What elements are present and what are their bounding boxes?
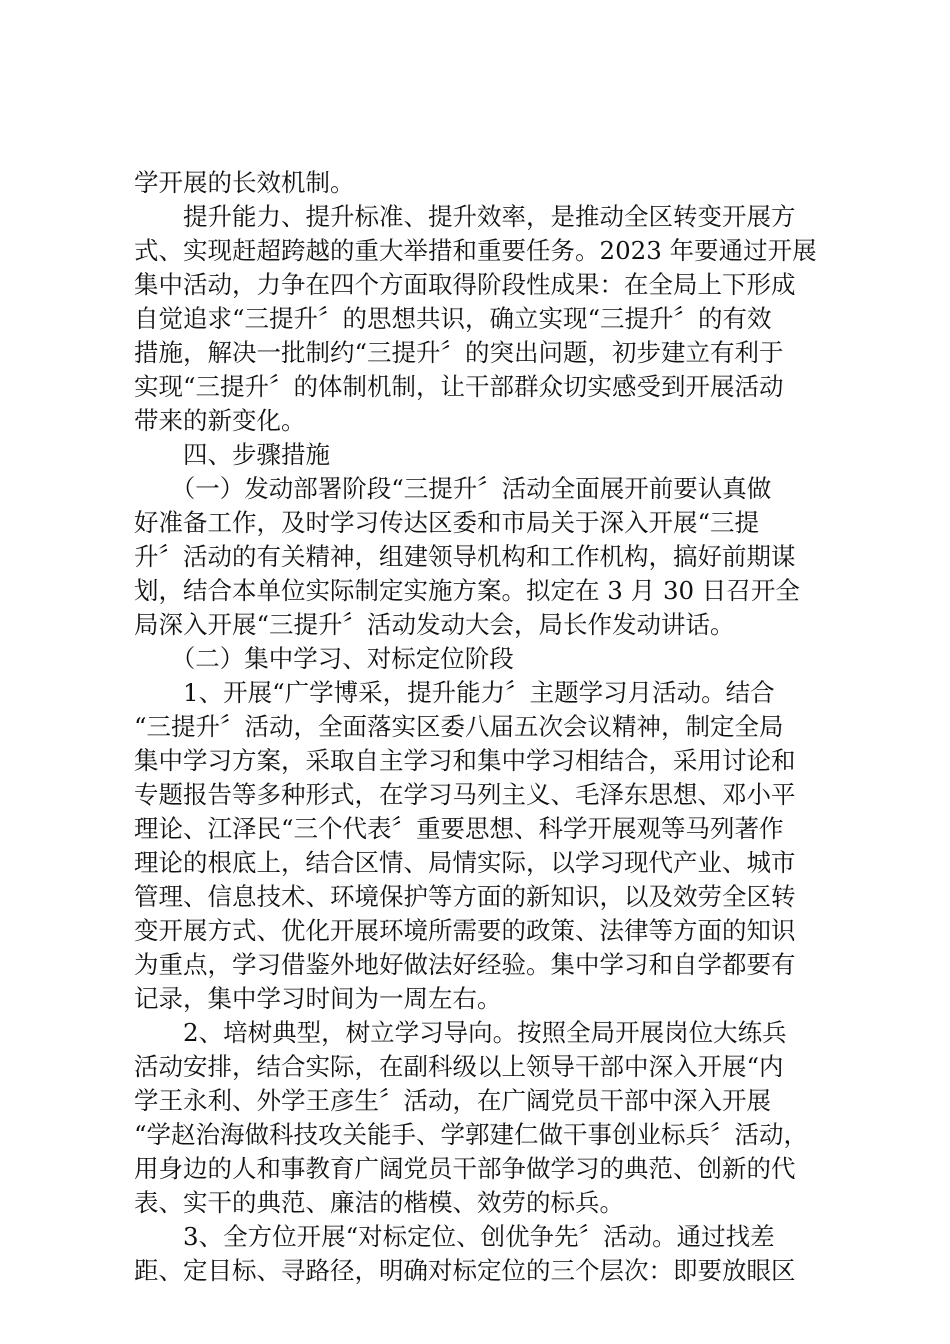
text-line: 集中活动，力争在四个方面取得阶段性成果：在全局上下形成: [134, 270, 796, 299]
text-line: “三提升〞活动，全面落实区委八届五次会议精神，制定全局: [134, 712, 784, 741]
text-line: 记录，集中学习时间为一周左右。: [134, 984, 502, 1013]
text-line: 自觉追求“三提升〞的思想共识，确立实现“三提升〞的有效: [134, 304, 772, 333]
text-line: 1、开展“广学博采，提升能力〞主题学习月活动。结合: [134, 678, 775, 707]
text-line: 用身边的人和事教育广阔党员干部争做学习的典范、创新的代: [134, 1154, 796, 1183]
text-line: 划，结合本单位实际制定实施方案。拟定在 3 月 30 日召开全: [134, 576, 800, 605]
text-line: 专题报告等多种形式，在学习马列主义、毛泽东思想、邓小平: [134, 780, 796, 809]
text-line: “学赵治海做科技攻关能手、学郭建仁做干事创业标兵〞活动，: [134, 1120, 809, 1149]
text-line: 式、实现赶超跨越的重大举措和重要任务。2023 年要通过开展: [134, 236, 817, 265]
text-line: 集中学习方案，采取自主学习和集中学习相结合，采用讨论和: [134, 746, 796, 775]
text-line: 变开展方式、优化开展环境所需要的政策、法律等方面的知识: [134, 916, 796, 945]
section-heading: 四、步骤措施: [134, 440, 330, 469]
text-line: 距、定目标、寻路径，明确对标定位的三个层次：即要放眼区: [134, 1256, 796, 1285]
document-body: [134, 166, 834, 1288]
text-line: 理论、江泽民“三个代表〞重要思想、科学开展观等马列著作: [134, 814, 784, 843]
text-line: 提升能力、提升标准、提升效率，是推动全区转变开展方: [134, 202, 796, 231]
text-line: 升〞活动的有关精神，组建领导机构和工作机构，搞好前期谋: [134, 542, 796, 571]
text-line: 理论的根底上，结合区情、局情实际，以学习现代产业、城市: [134, 848, 796, 877]
text-line: 措施，解决一批制约“三提升〞的突出问题，初步建立有利于: [134, 338, 784, 367]
text-line: 学开展的长效机制。: [134, 168, 355, 197]
text-line: 表、实干的典范、廉洁的楷模、效劳的标兵。: [134, 1188, 624, 1217]
text-line: 局深入开展“三提升〞活动发动大会，局长作发动讲话。: [134, 610, 735, 639]
text-line: 为重点，学习借鉴外地好做法好经验。集中学习和自学都要有: [134, 950, 796, 979]
text-line: 2、培树典型，树立学习导向。按照全局开展岗位大练兵: [134, 1018, 787, 1047]
subsection-heading: （二）集中学习、对标定位阶段: [134, 644, 514, 673]
text-line: （一）发动部署阶段“三提升〞活动全面展开前要认真做: [134, 474, 772, 503]
text-line: 实现“三提升〞的体制机制，让干部群众切实感受到开展活动: [134, 372, 784, 401]
text-line: 活动安排，结合实际，在副科级以上领导干部中深入开展“内: [134, 1052, 784, 1081]
text-line: 管理、信息技术、环境保护等方面的新知识，以及效劳全区转: [134, 882, 796, 911]
text-line: 3、全方位开展“对标定位、创优争先〞活动。通过找差: [134, 1222, 775, 1251]
text-line: 带来的新变化。: [134, 406, 306, 435]
text-line: 学王永利、外学王彦生〞活动，在广阔党员干部中深入开展: [134, 1086, 771, 1115]
text-line: 好准备工作，及时学习传达区委和市局关于深入开展“三提: [134, 508, 760, 537]
